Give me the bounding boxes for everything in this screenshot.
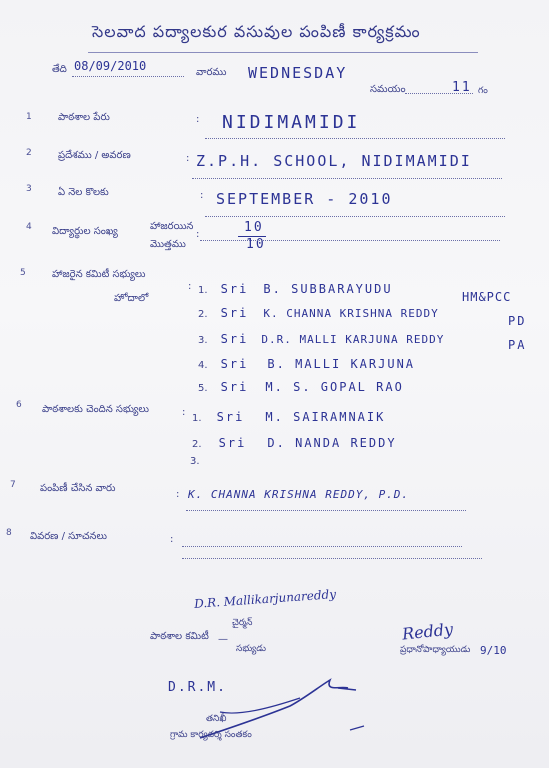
hm-date: 9/10 [480,644,507,657]
bottom-label-1: తనిఖీ [206,714,227,724]
day-label: వారము [196,67,227,78]
field-number: 7 [10,480,16,490]
field-number: 6 [16,400,22,410]
field-number: 3 [26,184,32,194]
total-count: 10 [246,237,266,252]
field-number: 4 [26,222,32,232]
date-value: 08/09/2010 [74,59,147,73]
date-label: తేది [52,64,67,75]
member-role: PA [508,338,527,352]
document-page: సెలవాద పద్యాలకుర వసువుల పంపిణీ కార్యక్రమం తేది 08/09/2010 వారము WEDNESDAY సమయం 11 గం 1 పాఠశాల పేరు : NIDIMAMIDI 2 ప్రదేశము / అవరణ : Z.P.H. SCHOOL, NIDIMAMIDI 3 ఏ నెల కొలకు : SEPTEMBER - 2010 4 విద్యార్థుల సంఖ్య హాజరయిన మొత్తము : 10 10 5 హాజరైన కమిటీ సభ్యులు హోదాలో : 1. Sri B. SUBBARAYUDU HM&PCC 2. Sri K. CHANNA KRISHNA REDDY PD 3. Sri D.R. MALLI KARJUNA REDDY PA 4. Sri B. MALLI KARJUNA 5. Sri M. S. GOPAL RAO 6 పాఠశాలకు చెందిన సభ్యులు : 1. Sri M. SAIRAMNAIK 2. Sri D. NANDA REDDY 3. 7 పంపిణీ చేసిన వారు : K. CHANNA KRISHNA REDDY, P.D. 8 వివరణ / సూచనలు : D.R. Mallikarjunareddy చైర్మన్ పాఠశాల కమిటీ — సభ్యుడు Reddy ప్రధానోపాధ్యాయుడు 9/10 D.R.M. తనిఖీ గ్రామ కార్యదర్శి సంతకం [0,0,549,768]
school-name-value: NIDIMAMIDI [222,112,361,133]
field-number: 8 [6,528,12,538]
list-item: 2. Sri K. CHANNA KRISHNA REDDY [198,306,439,320]
day-value: WEDNESDAY [248,64,348,82]
committee-signature: D.R. Mallikarjunareddy [193,587,337,611]
venue-label: ప్రదేశము / అవరణ [58,150,131,161]
member-label: సభ్యుడు [236,644,266,654]
month-value: SEPTEMBER - 2010 [216,190,393,208]
chairman-label: చైర్మన్ [232,618,253,628]
document-title: సెలవాద పద్యాలకుర వసువుల పంపిణీ కార్యక్రమం [92,22,421,41]
list-item: 1. Sri B. SUBBARAYUDU [198,282,393,296]
list-item: 3. [190,456,200,467]
list-item: 1. Sri M. SAIRAMNAIK [192,410,386,424]
list-item: 2. Sri D. NANDA REDDY [192,436,397,450]
school-name-label: పాఠశాల పేరు [58,112,110,123]
present-label: హాజరయిన [150,221,194,232]
bottom-signature-initials: D.R.M. [168,680,227,695]
field-number: 5 [20,268,26,278]
total-label: మొత్తము [150,239,186,250]
list-item: 5. Sri M. S. GOPAL RAO [198,380,404,394]
students-label: విద్యార్థుల సంఖ్య [52,226,118,237]
distributor-label: పంపిణీ చేసిన వారు [40,483,116,494]
committee-sub-label: హోదాలో [114,293,149,304]
month-label: ఏ నెల కొలకు [58,187,109,198]
hm-signature: Reddy [401,619,454,644]
member-role: HM&PCC [462,290,512,304]
remarks-label: వివరణ / సూచనలు [30,531,108,542]
list-item: 3. Sri D.R. MALLI KARJUNA REDDY [198,332,445,346]
hm-label: ప్రధానోపాధ్యాయుడు [400,645,471,655]
member-role: PD [508,314,527,328]
committee-sig-label: పాఠశాల కమిటీ [150,631,209,642]
committee-label: హాజరైన కమిటీ సభ్యులు [52,269,146,280]
time-suffix: గం [478,86,488,96]
time-label: సమయం [370,84,406,95]
field-number: 1 [26,112,32,122]
title-underline [88,52,478,53]
time-value: 11 [452,80,472,95]
venue-value: Z.P.H. SCHOOL, NIDIMAMIDI [196,152,472,170]
distributor-value: K. CHANNA KRISHNA REDDY, P.D. [188,488,410,501]
field-number: 2 [26,148,32,158]
list-item: 4. Sri B. MALLI KARJUNA [198,357,416,371]
bottom-label-2: గ్రామ కార్యదర్శి సంతకం [170,730,252,740]
guests-label: పాఠశాలకు చెందిన సభ్యులు [42,404,149,415]
present-count: 10 [244,220,264,235]
